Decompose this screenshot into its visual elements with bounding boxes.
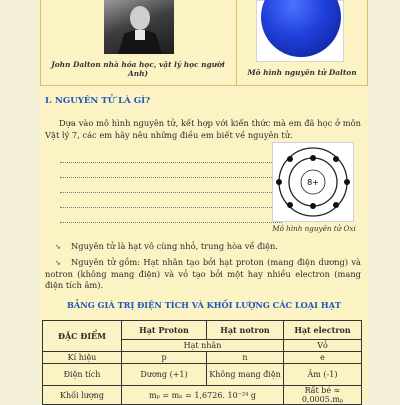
group-nucleus: Hạt nhân — [122, 340, 284, 352]
worksheet-page — [40, 0, 368, 404]
table-cell: n — [207, 352, 284, 364]
blue-sphere-icon — [261, 0, 341, 57]
table-header-row — [43, 321, 362, 340]
section-heading: I. NGUYÊN TỬ LÀ GÌ? — [45, 96, 151, 106]
answer-line[interactable] — [60, 163, 282, 178]
answer-line[interactable] — [60, 178, 282, 193]
nucleus-label: 8+ — [307, 178, 319, 187]
table-row — [43, 386, 362, 405]
dalton-portrait-image — [104, 0, 174, 54]
header-neutron: Hạt notron — [207, 321, 284, 340]
dalton-portrait-drawing — [104, 0, 174, 54]
header-characteristic: ĐẶC ĐIỂM — [43, 321, 122, 352]
arrow-bullet-icon: ➘ — [55, 243, 61, 251]
bullet-text: Nguyên tử là hạt vô cùng nhỏ, trung hòa về điện. — [71, 241, 279, 251]
table-cell: Kí hiệu — [43, 352, 122, 364]
table-title: BẢNG GIÁ TRỊ ĐIỆN TÍCH VÀ KHỐI LƯỢNG CÁC LOẠI HẠT — [66, 300, 342, 310]
table-cell: Khối lượng — [43, 386, 122, 405]
dalton-model-image — [256, 0, 344, 62]
arrow-bullet-icon: ➘ — [55, 259, 61, 267]
answer-line[interactable] — [60, 208, 282, 223]
table-cell: Không mang điện — [207, 364, 284, 386]
table-cell: Âm (-1) — [284, 364, 362, 386]
table-row — [43, 364, 362, 386]
oxygen-model-caption: Mô hình nguyên tử Oxi — [272, 224, 356, 233]
table-cell: p — [122, 352, 207, 364]
particle-table — [42, 320, 362, 405]
bullet-point — [45, 241, 361, 253]
table-cell: e — [284, 352, 362, 364]
answer-lines — [60, 148, 282, 223]
header-electron: Hạt electron — [284, 321, 362, 340]
dalton-caption: John Dalton nhà hóa học, vật lý học người Anh) — [51, 60, 225, 78]
table-row — [43, 352, 362, 364]
oxygen-model-image — [272, 142, 354, 222]
header-proton: Hạt Proton — [122, 321, 207, 340]
answer-line[interactable] — [60, 193, 282, 208]
oxygen-atom-diagram — [273, 143, 353, 221]
dalton-model-caption: Mô hình nguyên tử Dalton — [247, 68, 357, 77]
intro-paragraph: Dựa vào mô hình nguyên tử, kết hợp với kiến thức mà em đã học ở môn Vật lý 7, các em hãy nêu những điều em biết về nguyên tử. — [45, 118, 361, 140]
table-cell: Dương (+1) — [122, 364, 207, 386]
table-cell: mₚ = mₙ = 1,6726. 10⁻²⁴ g — [122, 386, 284, 405]
answer-line[interactable] — [60, 148, 282, 163]
bullet-text: Nguyên tử gồm: Hạt nhân tạo bởi hạt proton (mang điện dương) và notron (không mang điện) và vỏ tạo bởi một hay nhiều electron (mang điện tích âm). — [45, 257, 361, 290]
group-shell: Vỏ — [284, 340, 362, 352]
table-cell: Điện tích — [43, 364, 122, 386]
table-cell: Rất bé ≈ 0,0005.mₚ — [284, 386, 362, 405]
bullet-point — [45, 257, 361, 291]
